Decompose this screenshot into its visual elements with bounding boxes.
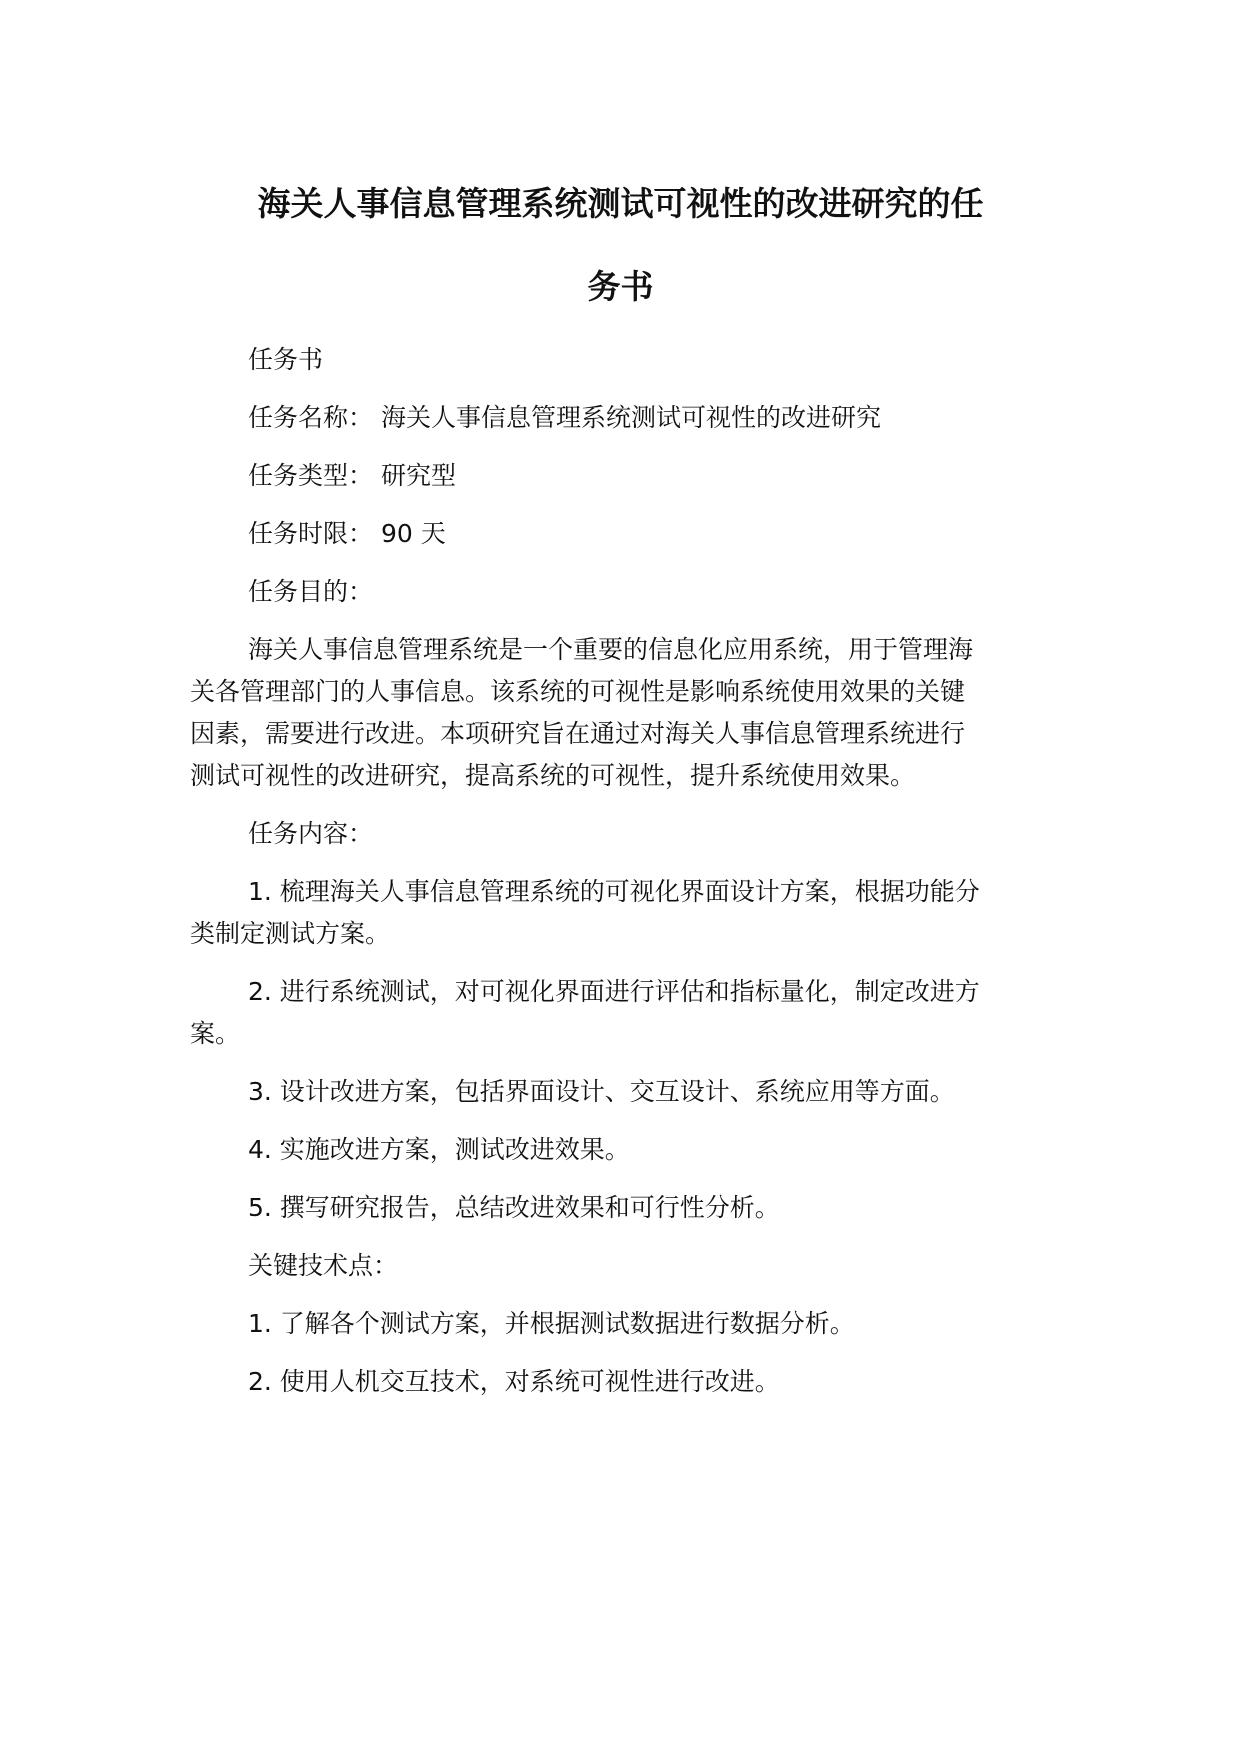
content-item-4: 4. 实施改进方案，测试改进效果。 [248, 1135, 630, 1164]
key-point-2: 2. 使用人机交互技术，对系统可视性进行改进。 [248, 1367, 780, 1396]
purpose-line: 海关人事信息管理系统是一个重要的信息化应用系统，用于管理海 [248, 635, 974, 664]
task-duration: 任务时限： 90 天 [248, 519, 446, 548]
content-label: 任务内容： [248, 819, 374, 848]
content-item-3: 3. 设计改进方案，包括界面设计、交互设计、系统应用等方面。 [248, 1077, 955, 1106]
purpose-label: 任务目的： [248, 577, 374, 606]
task-name: 任务名称： 海关人事信息管理系统测试可视性的改进研究 [248, 403, 881, 432]
content-item-1-line-1: 1. 梳理海关人事信息管理系统的可视化界面设计方案，根据功能分 [248, 877, 980, 906]
purpose-line: 关各管理部门的人事信息。该系统的可视性是影响系统使用效果的关键 [190, 677, 966, 706]
content-item-5: 5. 撰写研究报告，总结改进效果和可行性分析。 [248, 1193, 780, 1222]
key-point-1: 1. 了解各个测试方案，并根据测试数据进行数据分析。 [248, 1309, 855, 1338]
section-heading: 任务书 [248, 345, 324, 374]
key-points-label: 关键技术点： [248, 1251, 399, 1280]
content-item-2-line-1: 2. 进行系统测试，对可视化界面进行评估和指标量化，制定改进方 [248, 977, 980, 1006]
content-item-2-line-2: 案。 [190, 1019, 241, 1048]
purpose-line: 测试可视性的改进研究，提高系统的可视性，提升系统使用效果。 [190, 761, 916, 790]
document-title-line-2: 务书 [587, 267, 654, 306]
purpose-line: 因素，需要进行改进。本项研究旨在通过对海关人事信息管理系统进行 [190, 719, 966, 748]
document-title-line-1: 海关人事信息管理系统测试可视性的改进研究的任 [257, 184, 984, 223]
task-type: 任务类型： 研究型 [248, 461, 456, 490]
content-item-1-line-2: 类制定测试方案。 [190, 919, 391, 948]
